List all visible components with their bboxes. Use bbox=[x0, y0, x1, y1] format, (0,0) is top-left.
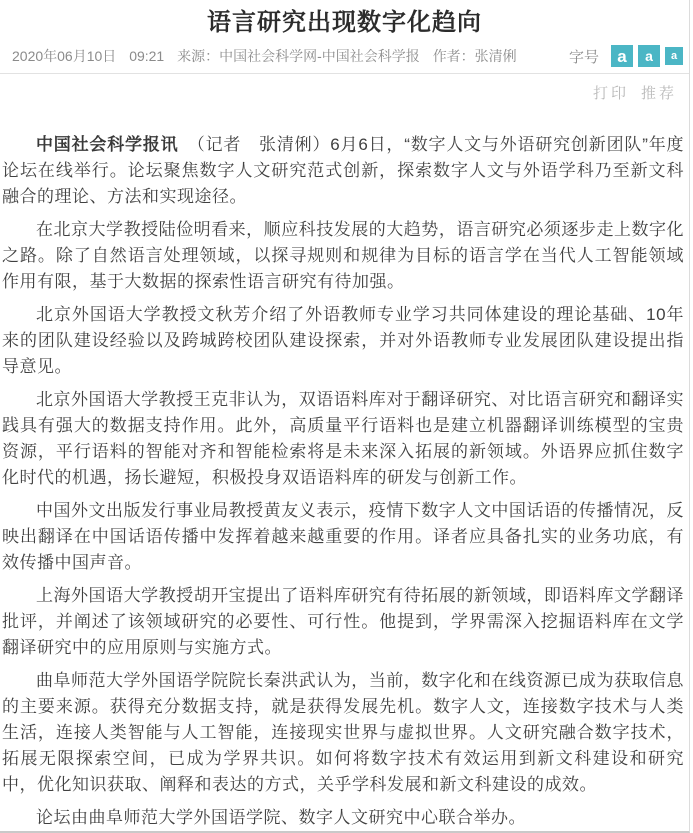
font-size-small-button[interactable]: a bbox=[665, 47, 683, 65]
article-paragraph bbox=[2, 498, 684, 576]
publish-date: 2020年06月10日 bbox=[12, 48, 117, 64]
paragraph-text: 北京外国语大学教授文秋芳介绍了外语教师专业学习共同体建设的理论基础、10年来的团队建设经验以及跨城跨校团队建设探索，并对外语教师专业发展团队建设提出指导意见。 bbox=[2, 305, 684, 376]
article-paragraph bbox=[2, 217, 684, 295]
lead-label: 中国社会科学报讯 bbox=[36, 135, 179, 154]
print-button[interactable]: 打印 bbox=[592, 85, 629, 102]
paragraph-text: 北京外国语大学教授王克非认为，双语语料库对于翻译研究、对比语言研究和翻译实践具有强大的数据支持作用。此外，高质量平行语料也是建立机器翻译训练模型的宝贵资源，平行语料的智能对齐和智能检索将是未来深入拓展的新领域。外语界应抓住数字化时代的机遇，扬长避短，积极投身双语语料库的研发与创新工作。 bbox=[2, 390, 684, 487]
actions-row bbox=[0, 74, 689, 104]
recommend-button[interactable]: 推荐 bbox=[640, 85, 677, 102]
paragraph-text: 曲阜师范大学外国语学院院长秦洪武认为，当前，数字化和在线资源已成为获取信息的主要来源。获得充分数据支持，就是获得发展先机。数字人文，连接数字技术与人类生活，连接人类智能与人工智能，连接现实世界与虚拟世界。人文研究融合数字技术，拓展无限探索空间，已成为学界共识。如何将数字技术有效运用到新文科建设和研究中，优化知识获取、阐释和表达的方式，关乎学科发展和新文科建设的成效。 bbox=[2, 671, 684, 794]
article-paragraph bbox=[2, 583, 684, 661]
font-size-control bbox=[569, 45, 683, 67]
article-body bbox=[0, 104, 689, 831]
font-size-label: 字号 bbox=[568, 48, 599, 66]
paragraph-text: 上海外国语大学教授胡开宝提出了语料库研究有待拓展的新领域，即语料库文学翻译批评，并阐述了该领域研究的必要性、可行性。他提到，学界需深入挖掘语料库在文学翻译研究中的应用原则与实施方式。 bbox=[2, 586, 684, 657]
page-title: 语言研究出现数字化趋向 bbox=[207, 9, 482, 36]
paragraph-text: （记者 张清俐）6月6日，“数字人文与外语研究创新团队”年度论坛在线举行。论坛聚焦数字人文研究范式创新，探索数字人文与外语学科乃至新文科融合的理论、方法和实现途径。 bbox=[2, 135, 685, 206]
meta-row bbox=[0, 45, 689, 73]
font-size-medium-button[interactable]: a bbox=[638, 45, 660, 67]
font-size-large-button[interactable]: a bbox=[611, 45, 633, 67]
article-paragraph bbox=[2, 668, 684, 798]
publish-time: 09:21 bbox=[129, 48, 165, 64]
article-paragraph bbox=[2, 302, 684, 380]
source-label: 来源：中国社会科学网-中国社会科学报 bbox=[177, 48, 420, 64]
paragraph-text: 论坛由曲阜师范大学外国语学院、数字人文研究中心联合举办。 bbox=[36, 808, 526, 827]
paragraph-text: 中国外文出版发行事业局教授黄友义表示，疫情下数字人文中国话语的传播情况，反映出翻译在中国话语传播中发挥着越来越重要的作用。译者应具备扎实的业务功底，有效传播中国声音。 bbox=[2, 501, 684, 572]
article-paragraph bbox=[2, 805, 684, 831]
article-meta bbox=[12, 46, 526, 66]
paragraph-text: 在北京大学教授陆俭明看来，顺应科技发展的大趋势，语言研究必须逐步走上数字化之路。除了自然语言处理领域，以探寻规则和规律为目标的语言学在当代人工智能领域作用有限，基于大数据的探索性语言研究有待加强。 bbox=[2, 220, 684, 291]
article-paragraph bbox=[2, 132, 684, 210]
author-label: 作者：张清俐 bbox=[432, 48, 517, 64]
article-paragraph bbox=[2, 387, 684, 491]
